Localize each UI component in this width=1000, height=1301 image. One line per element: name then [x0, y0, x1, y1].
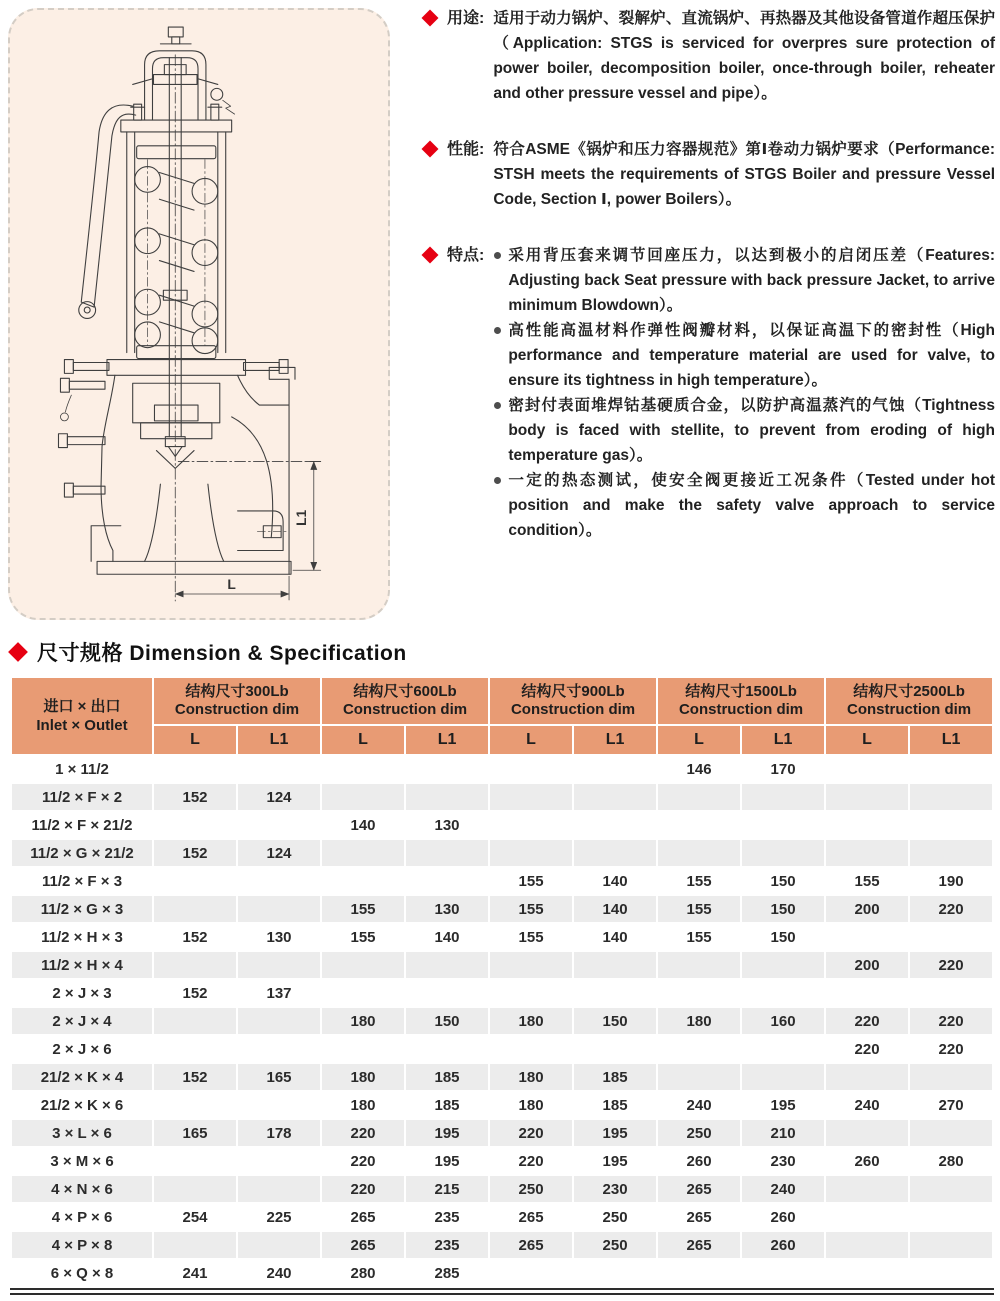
- inlet-outlet-size: 2 × J × 3: [12, 980, 152, 1006]
- dim-value-cell: 265: [322, 1232, 404, 1258]
- dim-value-cell: 260: [658, 1148, 740, 1174]
- dim-value-cell: [742, 1036, 824, 1062]
- dim-value-cell: 180: [658, 1008, 740, 1034]
- dim-value-cell: [826, 1064, 908, 1090]
- performance-label: 性能:: [447, 141, 485, 158]
- dim-value-cell: [658, 840, 740, 866]
- dim-value-cell: 240: [826, 1092, 908, 1118]
- dim-value-cell: 210: [742, 1120, 824, 1146]
- inlet-outlet-size: 3 × L × 6: [12, 1120, 152, 1146]
- section-title-text: 尺寸规格 Dimension & Specification: [37, 642, 407, 665]
- diamond-bullet-icon: [422, 10, 439, 27]
- dim-value-cell: 235: [406, 1232, 488, 1258]
- col-header-l: L: [154, 726, 236, 754]
- dimension-spec-table: [10, 676, 994, 1288]
- group-header-en: Construction dim: [174, 701, 300, 718]
- dim-value-cell: 165: [238, 1064, 320, 1090]
- dim-value-cell: [490, 784, 572, 810]
- dim-value-cell: [742, 980, 824, 1006]
- dim-value-cell: 155: [658, 924, 740, 950]
- performance-text: 符合ASME《锅炉和压力容器规范》第Ⅰ卷动力锅炉要求（Performance: STSH meets the requirements of STGS Boiler and pressure Vessel Code, Section Ⅰ, power Boilers）。: [493, 141, 995, 208]
- group-header-en: Construction dim: [678, 701, 804, 718]
- dim-value-cell: [826, 924, 908, 950]
- dim-value-cell: 265: [322, 1204, 404, 1230]
- performance-section: [421, 137, 995, 212]
- table-row: [12, 1092, 992, 1118]
- group-header-en: Construction dim: [510, 701, 636, 718]
- inlet-outlet-size: 4 × P × 8: [12, 1232, 152, 1258]
- diamond-bullet-icon: [8, 642, 28, 662]
- pressure-class-header-300lb: [154, 678, 320, 724]
- dim-value-cell: [742, 1064, 824, 1090]
- dim-value-cell: 130: [406, 812, 488, 838]
- table-bottom-rule: [10, 1288, 994, 1295]
- inlet-outlet-size: 21/2 × K × 4: [12, 1064, 152, 1090]
- dim-value-cell: [574, 1036, 656, 1062]
- table-row: [12, 980, 992, 1006]
- dim-value-cell: 152: [154, 784, 236, 810]
- dim-value-cell: [406, 952, 488, 978]
- dim-value-cell: 220: [910, 952, 992, 978]
- inlet-outlet-size: 11/2 × G × 3: [12, 896, 152, 922]
- dim-value-cell: [154, 1036, 236, 1062]
- dim-value-cell: [406, 868, 488, 894]
- pressure-class-header-2500lb: [826, 678, 992, 724]
- dim-value-cell: [238, 1036, 320, 1062]
- dim-value-cell: 220: [490, 1120, 572, 1146]
- dim-value-cell: [658, 784, 740, 810]
- dim-value-cell: [490, 1036, 572, 1062]
- dim-value-cell: [154, 756, 236, 782]
- dim-value-cell: 280: [322, 1260, 404, 1286]
- dim-value-cell: [154, 1232, 236, 1258]
- dim-value-cell: [574, 980, 656, 1006]
- col-header-l: L: [322, 726, 404, 754]
- dim-value-cell: 124: [238, 784, 320, 810]
- dim-value-cell: [238, 1232, 320, 1258]
- table-row: [12, 1260, 992, 1286]
- dim-value-cell: 137: [238, 980, 320, 1006]
- feature-item: 采用背压套来调节回座压力，以达到极小的启闭压差（Features: Adjusting back Seat pressure with back pressure Jacket, to arrive minimum Blowdown）。: [493, 243, 995, 318]
- dim-value-cell: [322, 756, 404, 782]
- inlet-outlet-size: 4 × N × 6: [12, 1176, 152, 1202]
- dim-value-cell: [238, 896, 320, 922]
- dim-value-cell: 130: [406, 896, 488, 922]
- dim-value-cell: [406, 980, 488, 1006]
- dim-value-cell: [826, 1232, 908, 1258]
- feature-item: 一定的热态测试，使安全阀更接近工况条件（Tested under hot position and make the safety valve approach to service condition）。: [493, 468, 995, 543]
- inlet-outlet-size: 11/2 × F × 3: [12, 868, 152, 894]
- dim-value-cell: [658, 1036, 740, 1062]
- feature-item: 高性能高温材料作弹性阀瓣材料，以保证高温下的密封性（High performance and temperature material are used for valve, to ensure its tightness in high temperature）。: [493, 318, 995, 393]
- dim-value-cell: 155: [490, 868, 572, 894]
- table-row: [12, 1064, 992, 1090]
- col-header-l1: L1: [406, 726, 488, 754]
- dim-value-cell: 170: [742, 756, 824, 782]
- inlet-outlet-size: 3 × M × 6: [12, 1148, 152, 1174]
- table-section-title: [8, 637, 407, 667]
- dim-value-cell: [322, 980, 404, 1006]
- features-list: [493, 243, 995, 543]
- dim-value-cell: [826, 756, 908, 782]
- dim-value-cell: [910, 1120, 992, 1146]
- dim-value-cell: [238, 868, 320, 894]
- dim-value-cell: 150: [574, 1008, 656, 1034]
- table-row: [12, 952, 992, 978]
- dim-value-cell: [238, 756, 320, 782]
- col-header-l: L: [826, 726, 908, 754]
- dim-value-cell: 185: [574, 1092, 656, 1118]
- dim-value-cell: 240: [742, 1176, 824, 1202]
- dim-value-cell: 215: [406, 1176, 488, 1202]
- dim-value-cell: [238, 1008, 320, 1034]
- dim-value-cell: [910, 1204, 992, 1230]
- col-header-l1: L1: [574, 726, 656, 754]
- dim-value-cell: [574, 756, 656, 782]
- dim-value-cell: 220: [322, 1148, 404, 1174]
- inlet-outlet-size: 4 × P × 6: [12, 1204, 152, 1230]
- dim-value-cell: 250: [574, 1232, 656, 1258]
- dim-value-cell: 130: [238, 924, 320, 950]
- dim-value-cell: [910, 784, 992, 810]
- dim-value-cell: [490, 756, 572, 782]
- inlet-outlet-size: 11/2 × H × 3: [12, 924, 152, 950]
- dim-value-cell: 185: [574, 1064, 656, 1090]
- application-text: 适用于动力锅炉、裂解炉、直流锅炉、再热器及其他设备管道作超压保护（Application: STGS is serviced for overpres sure protection of power boiler, decomposition boiler, once-through boiler, reheater and other pressure vessel and pipe）。: [493, 10, 995, 102]
- table-row: [12, 1120, 992, 1146]
- dim-value-cell: 180: [322, 1064, 404, 1090]
- dim-value-cell: 150: [742, 896, 824, 922]
- dim-value-cell: 254: [154, 1204, 236, 1230]
- inlet-outlet-size: 11/2 × H × 4: [12, 952, 152, 978]
- dim-value-cell: [826, 980, 908, 1006]
- table-row: [12, 812, 992, 838]
- dim-value-cell: [238, 952, 320, 978]
- dim-value-cell: 180: [490, 1008, 572, 1034]
- group-header-zh: 结构尺寸300Lb: [185, 683, 289, 700]
- dim-value-cell: [574, 812, 656, 838]
- dim-value-cell: [910, 924, 992, 950]
- table-row: [12, 784, 992, 810]
- dim-value-cell: 260: [742, 1204, 824, 1230]
- dim-value-cell: 180: [322, 1092, 404, 1118]
- dim-value-cell: 185: [406, 1092, 488, 1118]
- dim-value-cell: 265: [490, 1204, 572, 1230]
- inlet-outlet-size: 21/2 × K × 6: [12, 1092, 152, 1118]
- dim-value-cell: 260: [826, 1148, 908, 1174]
- dim-value-cell: 178: [238, 1120, 320, 1146]
- dim-value-cell: 155: [322, 896, 404, 922]
- dim-label-l: L: [227, 576, 236, 593]
- table-row: [12, 1148, 992, 1174]
- group-header-zh: 结构尺寸600Lb: [353, 683, 457, 700]
- dim-value-cell: 220: [910, 896, 992, 922]
- dim-value-cell: [658, 1064, 740, 1090]
- dim-value-cell: 220: [826, 1008, 908, 1034]
- dim-value-cell: [322, 784, 404, 810]
- dim-value-cell: [490, 812, 572, 838]
- dim-value-cell: [322, 840, 404, 866]
- dim-value-cell: 230: [574, 1176, 656, 1202]
- table-row: [12, 1204, 992, 1230]
- dim-value-cell: [910, 840, 992, 866]
- dim-value-cell: 152: [154, 924, 236, 950]
- dim-value-cell: 140: [574, 924, 656, 950]
- pressure-class-header-600lb: [322, 678, 488, 724]
- dim-value-cell: [238, 1176, 320, 1202]
- table-row: [12, 868, 992, 894]
- dim-value-cell: 180: [322, 1008, 404, 1034]
- dim-value-cell: 220: [490, 1148, 572, 1174]
- dim-value-cell: [826, 1260, 908, 1286]
- dim-value-cell: 152: [154, 980, 236, 1006]
- dim-value-cell: [826, 784, 908, 810]
- features-section: [421, 243, 995, 543]
- features-label: 特点:: [447, 247, 485, 264]
- group-header-zh: 结构尺寸900Lb: [521, 683, 625, 700]
- dim-value-cell: 140: [574, 896, 656, 922]
- dim-value-cell: [658, 952, 740, 978]
- dim-value-cell: [658, 1260, 740, 1286]
- dim-value-cell: [490, 840, 572, 866]
- dim-value-cell: 265: [658, 1176, 740, 1202]
- dim-value-cell: 152: [154, 1064, 236, 1090]
- dim-value-cell: 140: [322, 812, 404, 838]
- dim-value-cell: [154, 1176, 236, 1202]
- dim-value-cell: [826, 840, 908, 866]
- col-header-l1: L1: [742, 726, 824, 754]
- dim-value-cell: 220: [322, 1120, 404, 1146]
- table-row: [12, 924, 992, 950]
- table-row: [12, 896, 992, 922]
- table-row: [12, 1036, 992, 1062]
- application-label: 用途:: [447, 10, 485, 27]
- dim-value-cell: 195: [406, 1120, 488, 1146]
- inlet-outlet-header-en: Inlet × Outlet: [36, 717, 128, 734]
- dim-value-cell: [910, 1176, 992, 1202]
- dim-value-cell: [238, 1092, 320, 1118]
- group-header-en: Construction dim: [846, 701, 972, 718]
- dim-value-cell: 150: [742, 924, 824, 950]
- dim-value-cell: 150: [742, 868, 824, 894]
- col-header-l: L: [658, 726, 740, 754]
- inlet-outlet-size: 11/2 × G × 21/2: [12, 840, 152, 866]
- table-row: [12, 1176, 992, 1202]
- feature-item: 密封付表面堆焊钴基硬质合金，以防护高温蒸汽的气蚀（Tightness body is faced with stellite, to prevent from eroding of high temperature gas）。: [493, 393, 995, 468]
- dim-value-cell: [490, 952, 572, 978]
- dim-value-cell: 155: [658, 868, 740, 894]
- dim-value-cell: 220: [322, 1176, 404, 1202]
- dim-value-cell: [154, 896, 236, 922]
- dim-value-cell: 140: [574, 868, 656, 894]
- dim-value-cell: 155: [826, 868, 908, 894]
- dim-value-cell: [154, 868, 236, 894]
- group-header-zh: 结构尺寸2500Lb: [853, 683, 965, 700]
- dim-value-cell: [742, 812, 824, 838]
- inlet-outlet-size: 1 × 11/2: [12, 756, 152, 782]
- dim-value-cell: 200: [826, 952, 908, 978]
- table-row: [12, 1232, 992, 1258]
- dim-value-cell: [574, 1260, 656, 1286]
- dim-value-cell: 235: [406, 1204, 488, 1230]
- dim-value-cell: 285: [406, 1260, 488, 1286]
- inlet-outlet-header: [12, 678, 152, 754]
- dim-value-cell: 155: [490, 924, 572, 950]
- dim-value-cell: [406, 756, 488, 782]
- dim-value-cell: 195: [574, 1148, 656, 1174]
- dim-value-cell: [742, 784, 824, 810]
- dim-value-cell: [742, 1260, 824, 1286]
- table-row: [12, 756, 992, 782]
- dim-value-cell: [238, 812, 320, 838]
- dim-value-cell: [490, 1260, 572, 1286]
- spec-table-body: [12, 756, 992, 1286]
- dim-value-cell: [322, 952, 404, 978]
- dim-value-cell: [826, 812, 908, 838]
- dim-value-cell: 265: [658, 1204, 740, 1230]
- dim-value-cell: 190: [910, 868, 992, 894]
- diamond-bullet-icon: [422, 247, 439, 264]
- pressure-class-header-900lb: [490, 678, 656, 724]
- dim-value-cell: [154, 1148, 236, 1174]
- dim-value-cell: 140: [406, 924, 488, 950]
- dim-value-cell: [574, 952, 656, 978]
- pressure-class-header-1500lb: [658, 678, 824, 724]
- dim-value-cell: 180: [490, 1064, 572, 1090]
- col-header-l1: L1: [238, 726, 320, 754]
- dim-value-cell: 250: [574, 1204, 656, 1230]
- dim-value-cell: [322, 868, 404, 894]
- dim-value-cell: [910, 1260, 992, 1286]
- table-row: [12, 840, 992, 866]
- dim-value-cell: [910, 756, 992, 782]
- dim-value-cell: [910, 980, 992, 1006]
- description-column: [421, 6, 995, 574]
- dim-label-l1: L1: [292, 509, 309, 526]
- application-section: [421, 6, 995, 106]
- dim-value-cell: 280: [910, 1148, 992, 1174]
- dim-value-cell: [910, 812, 992, 838]
- dim-value-cell: [910, 1064, 992, 1090]
- group-header-zh: 结构尺寸1500Lb: [685, 683, 797, 700]
- table-row: [12, 1008, 992, 1034]
- dim-value-cell: 185: [406, 1064, 488, 1090]
- dim-value-cell: 265: [490, 1232, 572, 1258]
- dim-value-cell: 250: [658, 1120, 740, 1146]
- dim-value-cell: [154, 1008, 236, 1034]
- dim-value-cell: [658, 980, 740, 1006]
- dim-value-cell: [826, 1176, 908, 1202]
- dim-value-cell: [574, 784, 656, 810]
- diamond-bullet-icon: [422, 141, 439, 158]
- dim-value-cell: 124: [238, 840, 320, 866]
- inlet-outlet-size: 11/2 × F × 2: [12, 784, 152, 810]
- dim-value-cell: 155: [322, 924, 404, 950]
- inlet-outlet-size: 2 × J × 4: [12, 1008, 152, 1034]
- dim-value-cell: 200: [826, 896, 908, 922]
- dim-value-cell: [406, 1036, 488, 1062]
- dim-value-cell: 180: [490, 1092, 572, 1118]
- dim-value-cell: 146: [658, 756, 740, 782]
- dim-value-cell: 225: [238, 1204, 320, 1230]
- dim-value-cell: 240: [658, 1092, 740, 1118]
- dim-value-cell: [826, 1204, 908, 1230]
- valve-technical-drawing: [10, 10, 388, 618]
- dim-value-cell: [490, 980, 572, 1006]
- dim-value-cell: 260: [742, 1232, 824, 1258]
- dim-value-cell: [910, 1232, 992, 1258]
- dim-value-cell: 152: [154, 840, 236, 866]
- dim-value-cell: 155: [658, 896, 740, 922]
- dim-value-cell: [658, 812, 740, 838]
- inlet-outlet-size: 6 × Q × 8: [12, 1260, 152, 1286]
- dim-value-cell: 195: [406, 1148, 488, 1174]
- inlet-outlet-size: 2 × J × 6: [12, 1036, 152, 1062]
- dim-value-cell: 220: [826, 1036, 908, 1062]
- dim-value-cell: 241: [154, 1260, 236, 1286]
- dim-value-cell: [742, 952, 824, 978]
- dim-value-cell: [154, 812, 236, 838]
- dim-value-cell: [742, 840, 824, 866]
- dim-value-cell: 195: [742, 1092, 824, 1118]
- dim-value-cell: 195: [574, 1120, 656, 1146]
- dim-value-cell: 220: [910, 1036, 992, 1062]
- col-header-l: L: [490, 726, 572, 754]
- dim-value-cell: [406, 784, 488, 810]
- dim-value-cell: [154, 952, 236, 978]
- inlet-outlet-header-zh: 进口 × 出口: [43, 698, 121, 715]
- dim-value-cell: [154, 1092, 236, 1118]
- dim-value-cell: [574, 840, 656, 866]
- col-header-l1: L1: [910, 726, 992, 754]
- dim-value-cell: 230: [742, 1148, 824, 1174]
- dim-value-cell: 155: [490, 896, 572, 922]
- valve-drawing-panel: [8, 8, 390, 620]
- dim-value-cell: 265: [658, 1232, 740, 1258]
- dim-value-cell: 240: [238, 1260, 320, 1286]
- dim-value-cell: 165: [154, 1120, 236, 1146]
- dim-value-cell: [826, 1120, 908, 1146]
- dim-value-cell: 270: [910, 1092, 992, 1118]
- inlet-outlet-size: 11/2 × F × 21/2: [12, 812, 152, 838]
- dim-value-cell: 160: [742, 1008, 824, 1034]
- dim-value-cell: [406, 840, 488, 866]
- dim-value-cell: 220: [910, 1008, 992, 1034]
- dim-value-cell: [322, 1036, 404, 1062]
- dim-value-cell: [238, 1148, 320, 1174]
- dim-value-cell: 150: [406, 1008, 488, 1034]
- group-header-en: Construction dim: [342, 701, 468, 718]
- dim-value-cell: 250: [490, 1176, 572, 1202]
